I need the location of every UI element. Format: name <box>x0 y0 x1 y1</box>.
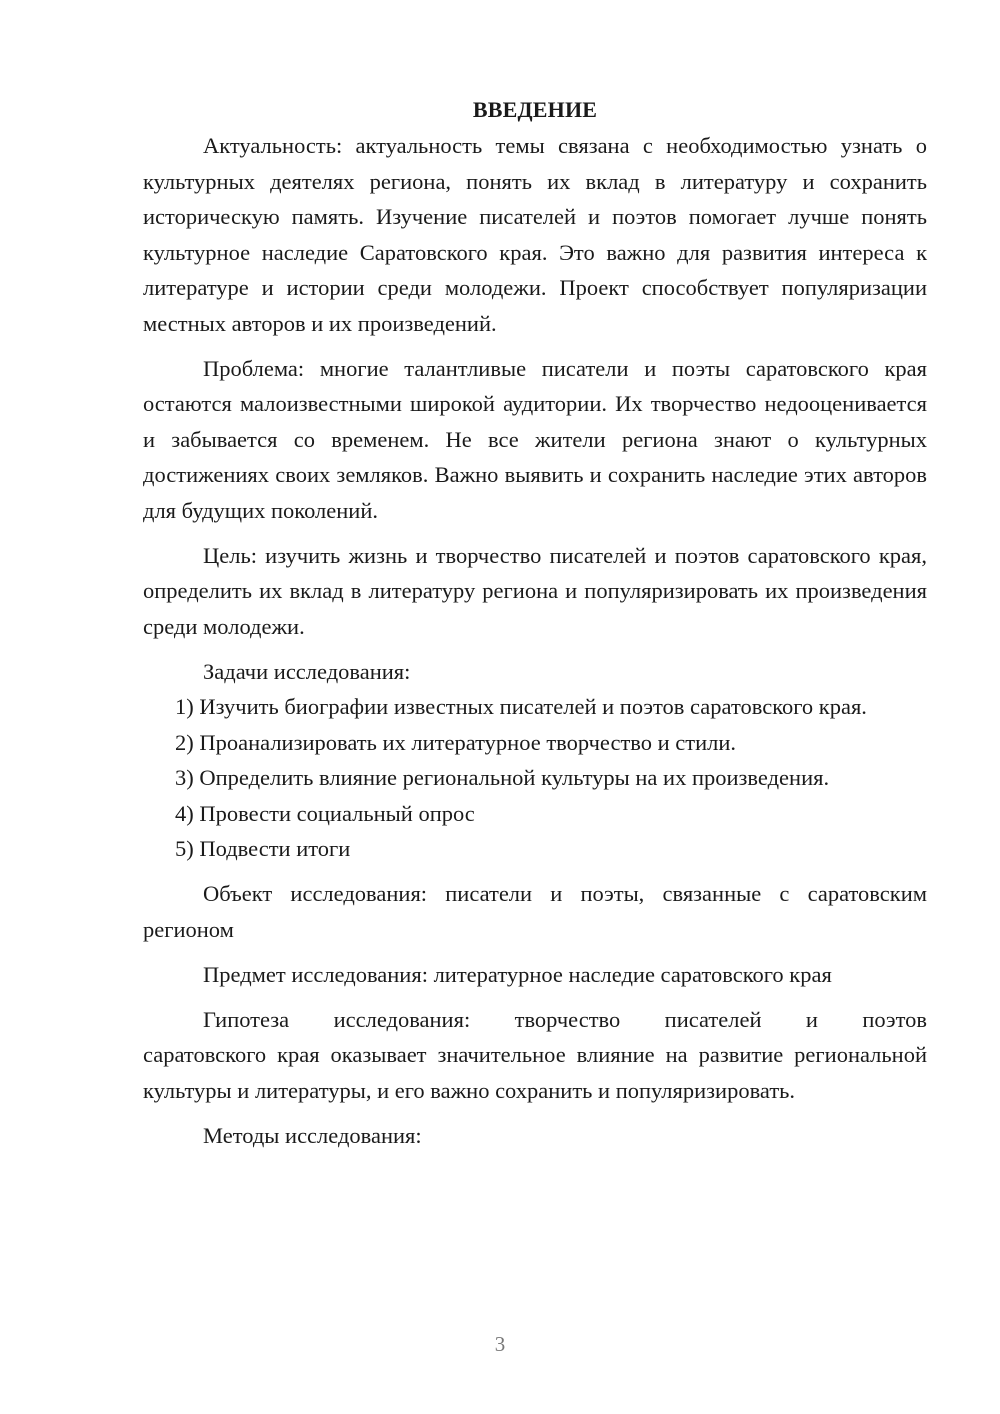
task-item-1: 1) Изучить биографии известных писателей и поэтов саратовского края. <box>175 694 867 719</box>
task-item-4: 4) Провести социальный опрос <box>175 800 475 826</box>
methods-heading: Методы исследования: <box>203 1122 422 1148</box>
tasks-heading: Задачи исследования: <box>203 658 411 684</box>
task-item-2: 2) Проанализировать их литературное творчество и стили. <box>175 729 737 755</box>
paragraph-subject: Предмет исследования: литературное наследие саратовского края <box>203 961 832 987</box>
section-title: ВВЕДЕНИЕ <box>472 97 598 122</box>
paragraph-hypothesis-continuation: саратовского края оказывает значительное влияние на развитие региональной культуры и литературы, и его важно сохранить и популяризировать. <box>143 1042 927 1103</box>
paragraph-problem: Проблема: многие талантливые писатели и поэты саратовского края остаются малоизвестными широкой аудитории. Их творчество недооценивается и забывается со временем. Не все жители региона знают о культурных достижениях своих земляков. Важно выявить и сохранить наследие этих авторов для будущих поколений. <box>143 355 927 523</box>
paragraph-object: Объект исследования: писатели и поэты, связанные с саратовским регионом <box>143 881 927 942</box>
paragraph-hypothesis-first-line: Гипотеза исследования: творчество писателей и поэтов <box>203 1006 927 1032</box>
page-number: 3 <box>494 1332 506 1356</box>
paragraph-relevance: Актуальность: актуальность темы связана с необходимостью узнать о культурных деятелях региона, понять их вклад в литературу и сохранить историческую память. Изучение писателей и поэтов помогает лучше понять культурное наследие Саратовского края. Это важно для развития интереса к литературе и истории среди молодежи. Проект способствует популяризации местных авторов и их произведений. <box>143 133 927 336</box>
task-item-5: 5) Подвести итоги <box>175 836 351 861</box>
page-content <box>143 93 927 1153</box>
paragraph-goal: Цель: изучить жизнь и творчество писателей и поэтов саратовского края, определить их вклад в литературу региона и популяризировать их произведения среди молодежи. <box>143 542 927 639</box>
task-item-3: 3) Определить влияние региональной культуры на их произведения. <box>175 765 830 790</box>
